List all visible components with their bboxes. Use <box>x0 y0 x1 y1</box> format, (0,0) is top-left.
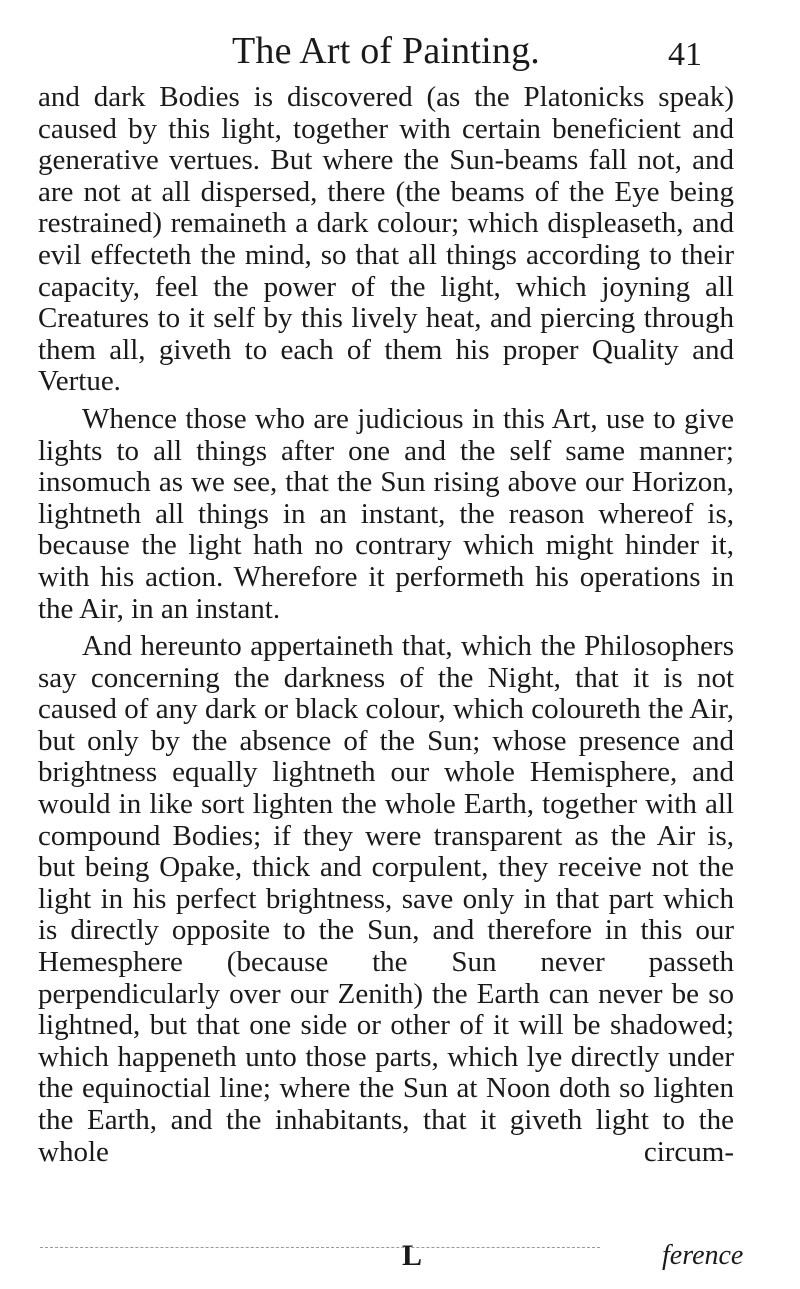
paragraph-2: Whence those who are judicious in this Art, use to give lights to all things after one and the self same manner; insomuch as we see, that the Sun rising above our Horizon, lightneth all things in an instant, the reason whereof is, because the light hath no contrary which might hinder it, with his action. Wherefore it performeth his operations in the Air, in an instant. <box>38 402 734 625</box>
running-title: The Art of Painting. <box>232 30 540 72</box>
signature-mark: L <box>402 1239 423 1272</box>
page-number: 41 <box>668 36 702 73</box>
running-head <box>0 26 800 76</box>
body-text <box>38 82 734 1168</box>
catchword: ference <box>662 1240 744 1271</box>
paragraph-1: and dark Bodies is discovered (as the Platonicks speak) caused by this light, together with certain beneficient and generative vertues. But where the Sun-beams fall not, and are not at all dispersed, there (the beams of the Eye being restrained) remaineth a dark colour; which displeaseth, and evil effecteth the mind, so that all things according to their capacity, feel the power of the light, which joyning all Creatures to it self by this lively heat, and piercing through them all, giveth to each of them his proper Quality and Vertue. <box>38 81 734 398</box>
page-footer <box>0 1236 800 1276</box>
paragraph-3: And hereunto appertaineth that, which the Philosophers say concerning the darkness of the Night, that it is not caused of any dark or black colour, which coloureth the Air, but only by the absence of the Sun; whose presence and brightness equally lightneth our whole Hemisphere, and would in like sort lighten the whole Earth, together with all compound Bodies; if they were transparent as the Air is, but being Opake, thick and corpulent, they receive not the light in his perfect brightness, save only in that part which is directly opposite to the Sun, and therefore in this our Hemesphere (because the Sun never passeth perpendicularly over our Zenith) the Earth can never be so lightned, but that one side or other of it will be shadowed; which happeneth unto those parts, which lye directly under the equinoctial line; where the Sun at Noon doth so lighten the Earth, and the inhabitants, that it giveth light to the whole circum- <box>38 630 734 1168</box>
